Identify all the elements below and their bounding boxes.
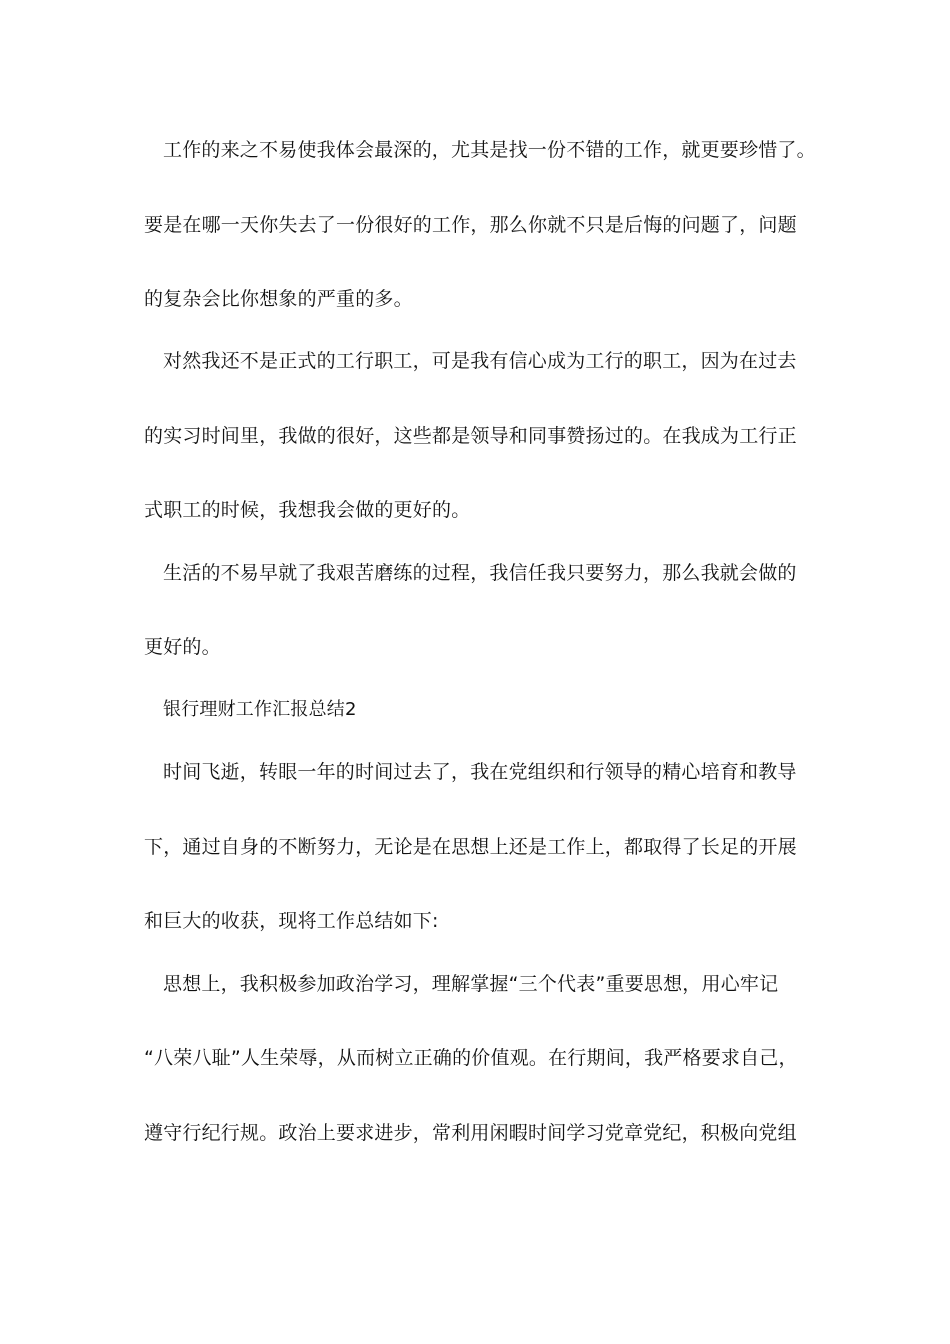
paragraph-line: 和巨大的收获，现将工作总结如下: <box>144 910 439 932</box>
paragraph-line: 生活的不易早就了我艰苦磨练的过程，我信任我只要努力，那么我就会做的 <box>163 562 797 584</box>
paragraph-line: 下，通过自身的不断努力，无论是在思想上还是工作上，都取得了长足的开展 <box>144 836 797 858</box>
paragraph-line: 的实习时间里，我做的很好，这些都是领导和同事赞扬过的。在我成为工行正 <box>144 425 797 447</box>
paragraph-line: 时间飞逝，转眼一年的时间过去了，我在党组织和行领导的精心培育和教导 <box>163 761 797 783</box>
paragraph-line: 遵守行纪行规。政治上要求进步，常利用闲暇时间学习党章党纪，积极向党组 <box>144 1122 797 1144</box>
paragraph-line: “八荣八耻”人生荣辱，从而树立正确的价值观。在行期间，我严格要求自己， <box>144 1047 798 1069</box>
paragraph-line: 的复杂会比你想象的严重的多。 <box>144 288 413 310</box>
paragraph-line: 式职工的时候，我想我会做的更好的。 <box>144 499 471 521</box>
paragraph-line: 工作的来之不易使我体会最深的，尤其是找一份不错的工作，就更要珍惜了。 <box>163 139 816 161</box>
paragraph-line: 要是在哪一天你失去了一份很好的工作，那么你就不只是后悔的问题了，问题 <box>144 214 797 236</box>
section-heading: 银行理财工作汇报总结2 <box>163 699 357 720</box>
paragraph-line: 对然我还不是正式的工行职工，可是我有信心成为工行的职工，因为在过去 <box>163 350 797 372</box>
paragraph-line: 更好的。 <box>144 636 221 658</box>
paragraph-line: 思想上，我积极参加政治学习，理解掌握“三个代表”重要思想，用心牢记 <box>163 973 779 995</box>
